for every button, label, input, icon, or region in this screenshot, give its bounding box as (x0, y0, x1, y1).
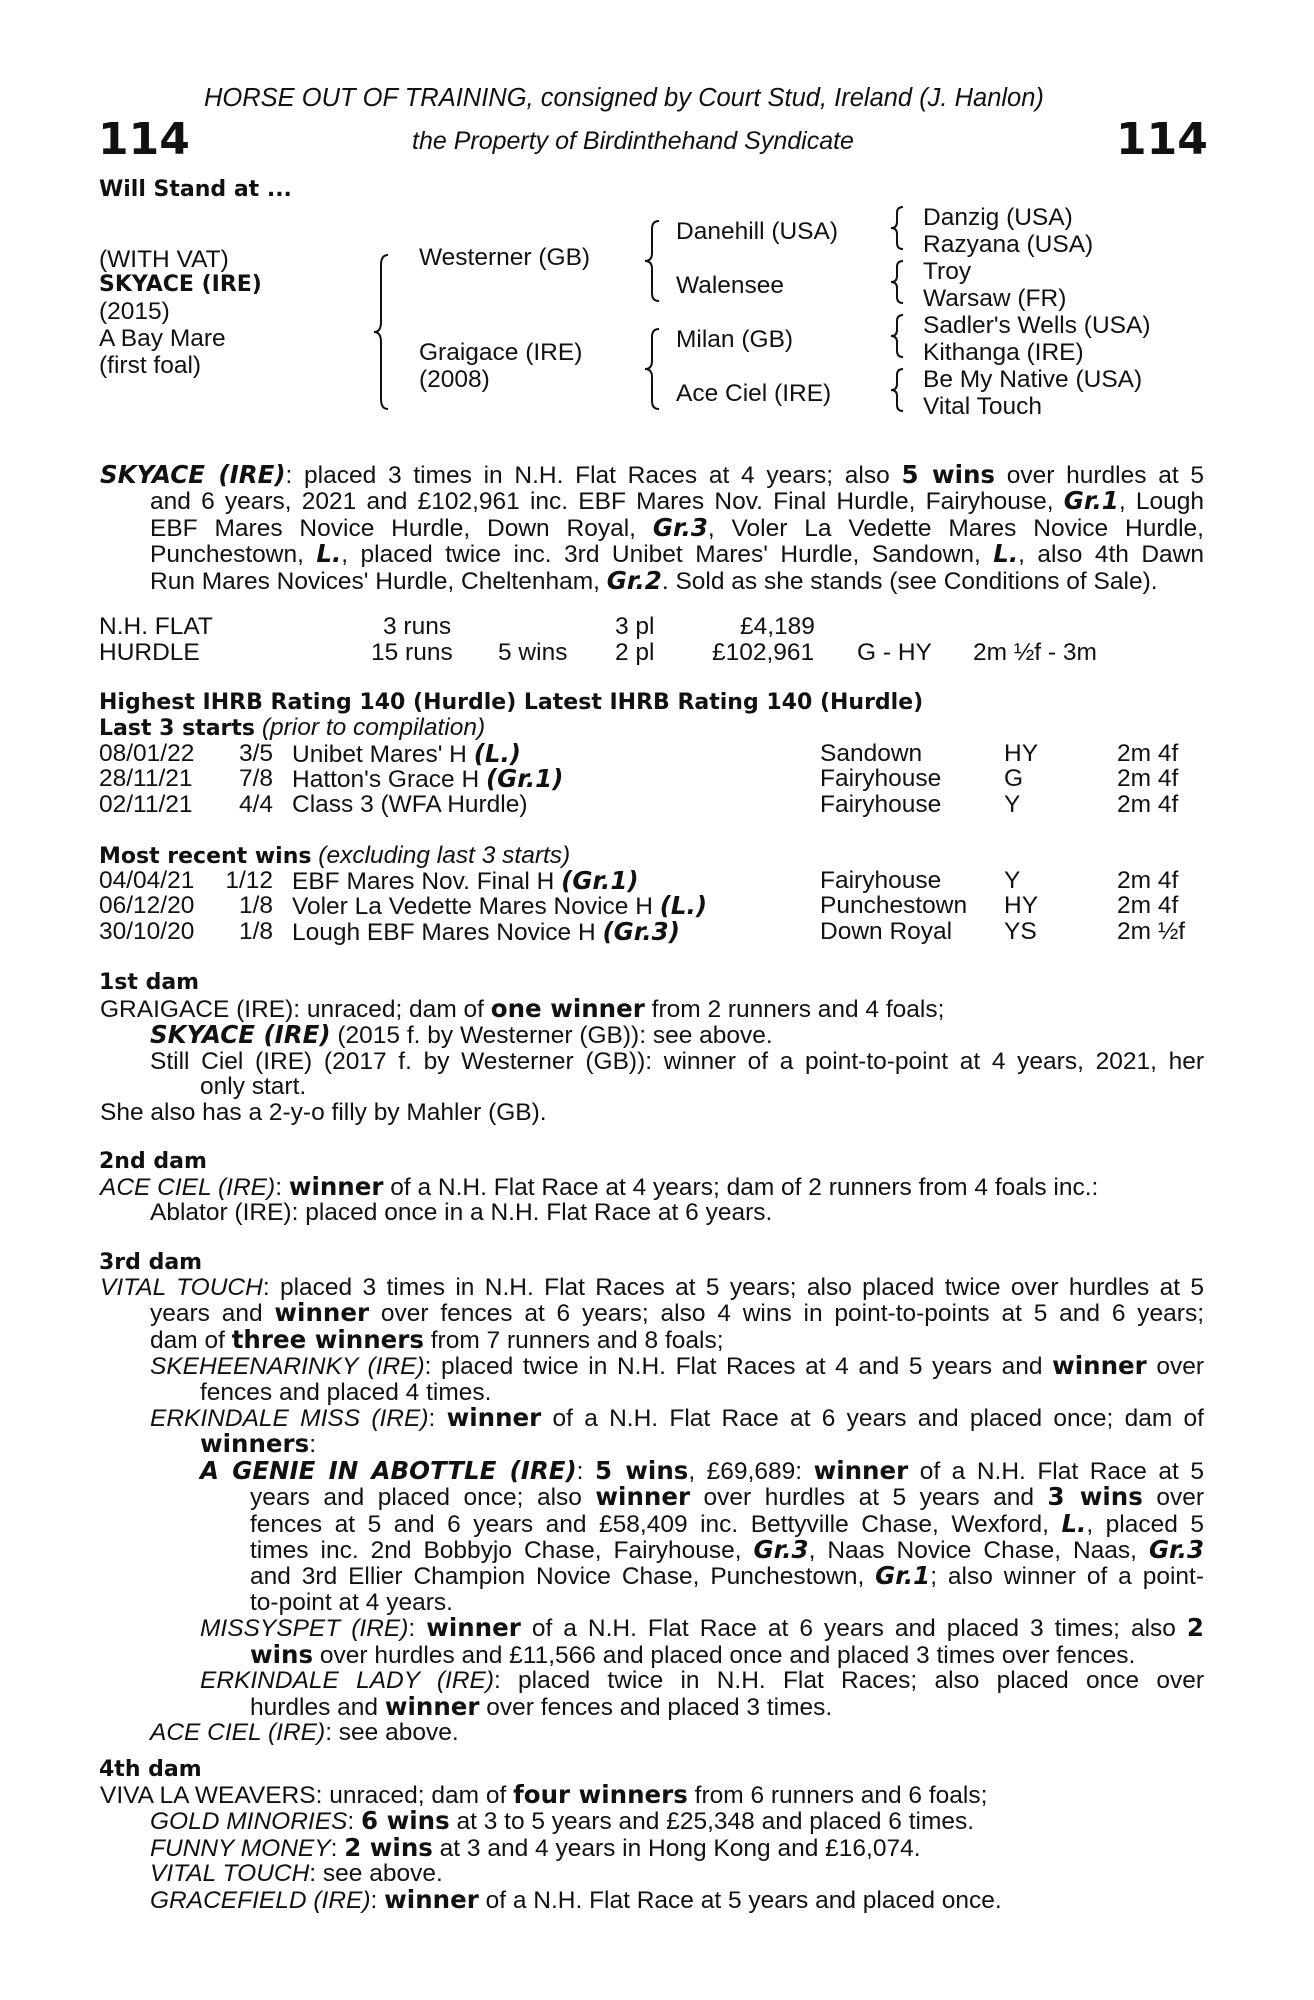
dam3-line (150, 1300, 1204, 1326)
text-segment: FUNNY MONEY (150, 1834, 331, 1862)
text-segment: of a N.H. Flat Race at 5 years and placed once. (478, 1886, 1002, 1914)
dam3-line (200, 1615, 1204, 1641)
text-segment: of a N.H. Flat Race at 6 years and placed once; dam of (541, 1405, 1204, 1433)
lot-title: HORSE OUT OF TRAINING, consigned by Court Stud, Ireland (J. Hanlon) (204, 84, 1044, 112)
pedigree-sire-dam: Walensee (676, 272, 785, 299)
pedigree-gg-1: Danzig (USA) (923, 204, 1073, 231)
pedigree-sire: Westerner (GB) (419, 244, 591, 271)
text-segment: 2 (1186, 1613, 1204, 1643)
text-segment: , Naas Novice Chase, Naas, (808, 1537, 1149, 1565)
text-segment: Still Ciel (IRE) (2017 f. by Westerner (GB)): winner of a point-to-point at 4 years, 2021, her (150, 1047, 1204, 1075)
dam2-line (100, 1174, 1204, 1200)
recent-row-course: Down Royal (820, 917, 953, 945)
last3-note: (prior to compilation) (261, 714, 486, 741)
pedigree-brace-gg4 (889, 367, 907, 413)
recent-row-pos: 1/8 (238, 892, 273, 920)
text-segment: , placed twice inc. 3rd Unibet Mares' Hurdle, Sandown, (341, 541, 994, 569)
text-segment: SKYACE (IRE) (100, 460, 286, 489)
last3-row-going: HY (1004, 740, 1039, 767)
text-segment: 6 wins (361, 1806, 450, 1836)
recent-row-date: 30/10/20 (99, 917, 195, 945)
stats-type: HURDLE (99, 639, 200, 666)
pedigree-brace-gg1 (889, 205, 907, 251)
pedigree-dam: Graigace (IRE) (419, 339, 583, 366)
text-segment: years and placed once; also (250, 1484, 596, 1512)
text-segment: : placed 3 times in N.H. Flat Races at 5 years; also placed twice over hurdles at 5 (262, 1274, 1204, 1301)
last3-row-race-name: Hatton's Grace H (292, 766, 480, 794)
dam3-line (150, 1324, 1204, 1354)
dam3-line (250, 1537, 1204, 1563)
dam4-line (150, 1861, 1204, 1886)
text-segment: Gr.1 (875, 1561, 931, 1591)
dam3-line (200, 1380, 1204, 1405)
last3-row-race-name: Class 3 (WFA Hurdle) (292, 790, 528, 818)
text-segment: 3 wins (1047, 1482, 1143, 1512)
text-segment: years and (150, 1300, 275, 1328)
text-segment: over hurdles and £11,566 and placed once and placed 3 times over fences. (313, 1641, 1136, 1669)
pedigree-brace-gg3 (889, 313, 907, 359)
recent-row-dist: 2m 4f (1117, 867, 1179, 894)
text-segment: : (309, 1431, 317, 1459)
text-segment: winner (384, 1884, 479, 1914)
vat-note: (WITH VAT) (99, 246, 229, 273)
recent-row-race-name: EBF Mares Nov. Final H (292, 868, 555, 895)
text-segment: Gr.1 (1063, 486, 1119, 516)
recent-row-race-grade: (Gr.3) (602, 916, 680, 946)
text-segment: of a N.H. Flat Race at 4 years; dam of 2 runners from 4 foals inc.: (383, 1174, 1099, 1201)
dam3-line (200, 1431, 1204, 1457)
text-segment: fences and placed 4 times. (200, 1378, 492, 1406)
summary-line (150, 488, 1204, 514)
dam4-line (100, 1782, 1204, 1808)
will-stand-heading: Will Stand at ... (99, 177, 292, 202)
stats-earnings: £102,961 (712, 639, 815, 666)
dam3-text (100, 1275, 1204, 1745)
text-segment: SKEHEENARINKY (IRE) (150, 1353, 425, 1381)
last3-row-dist: 2m 4f (1117, 740, 1179, 767)
text-segment: L. (316, 539, 342, 569)
text-segment: Gr.3 (652, 512, 708, 542)
lot-number-right: 114 (1116, 114, 1208, 165)
dam1-text (100, 996, 1204, 1125)
dam2-text (100, 1174, 1204, 1226)
dam1-line (100, 996, 1204, 1022)
text-segment: VITAL TOUCH (150, 1860, 310, 1888)
text-segment: over fences and placed 3 times. (479, 1693, 833, 1721)
text-segment: hurdles and (250, 1693, 385, 1721)
text-segment: GRAIGACE (IRE): unraced; dam of (100, 996, 491, 1023)
pedigree-sire-sire: Danehill (USA) (676, 218, 839, 245)
dam4-line (150, 1884, 1204, 1914)
recent-row-pos: 1/12 (225, 867, 273, 894)
stats-runs: 3 runs (383, 613, 452, 640)
text-segment: : (370, 1886, 385, 1914)
text-segment: only start. (200, 1073, 307, 1101)
text-segment: GOLD MINORIES (150, 1808, 348, 1836)
summary-line (100, 462, 1204, 488)
dam3-line (200, 1455, 1204, 1485)
text-segment: , placed 5 (1086, 1510, 1204, 1538)
text-segment: wins (250, 1639, 314, 1669)
last3-row-race-grade: (Gr.1) (485, 764, 564, 794)
pedigree-gg-3: Troy (923, 258, 972, 285)
text-segment: Gr.3 (1148, 1535, 1204, 1565)
dam3-line (250, 1691, 1204, 1721)
text-segment: four winners (513, 1780, 688, 1809)
text-segment: of a N.H. Flat Race at 6 years and placed 3 times; also (520, 1615, 1187, 1643)
text-segment: , Voler La Vedette Mares Novice Hurdle, (707, 514, 1204, 542)
last3-heading-line (99, 715, 485, 741)
pedigree-dam-sire: Milan (GB) (676, 326, 794, 353)
pedigree-brace-dam (643, 327, 663, 412)
text-segment: : see above. (309, 1860, 443, 1888)
recent-row-race-name: Lough EBF Mares Novice H (292, 918, 596, 946)
text-segment: over hurdles at 5 (995, 462, 1205, 489)
text-segment: ; also winner of a point- (930, 1563, 1204, 1591)
text-segment: : placed 3 times in N.H. Flat Races at 4 years; also (285, 462, 902, 489)
stats-placed: 2 pl (615, 639, 655, 666)
text-segment: VIVA LA WEAVERS: unraced; dam of (100, 1782, 514, 1809)
recent-row-date: 04/04/21 (99, 867, 195, 894)
text-segment: (2015 f. by Westerner (GB)): see above. (330, 1022, 773, 1050)
dam3-line (150, 1405, 1204, 1431)
text-segment: GRACEFIELD (IRE) (150, 1886, 371, 1914)
summary-line (150, 512, 1204, 542)
text-segment: Gr.3 (753, 1535, 809, 1565)
text-segment: winner (1052, 1351, 1147, 1381)
last3-heading: Last 3 starts (99, 716, 256, 741)
last3-row-date: 28/11/21 (99, 765, 193, 793)
text-segment: , Lough (1118, 488, 1204, 516)
text-segment: , £69,689: (688, 1457, 814, 1485)
text-segment: of a N.H. Flat Race at 5 (908, 1457, 1204, 1485)
dam4-line (150, 1808, 1204, 1834)
recent-row-race-grade: (L.) (659, 891, 708, 921)
recent-row-pos: 1/8 (238, 917, 273, 945)
text-segment: VITAL TOUCH (100, 1274, 263, 1301)
text-segment: three winners (231, 1324, 424, 1354)
stats-earnings: £4,189 (740, 613, 815, 640)
recent-row-going: HY (1004, 892, 1039, 920)
pedigree-brace-sire (643, 219, 663, 304)
text-segment: winner (288, 1172, 384, 1201)
dam3-heading: 3rd dam (99, 1250, 203, 1275)
recent-row-date: 06/12/20 (99, 892, 195, 920)
dam3-line (250, 1508, 1204, 1538)
pedigree-gg-7: Be My Native (USA) (923, 366, 1143, 393)
pedigree-gg-4: Warsaw (FR) (923, 285, 1067, 312)
stats-going: G - HY (857, 639, 932, 666)
dam2-line (150, 1200, 1204, 1225)
pedigree-gg-2: Razyana (USA) (923, 231, 1094, 258)
text-segment: from 7 runners and 8 foals; (423, 1326, 724, 1354)
stats-distance: 2m ½f - 3m (973, 639, 1097, 666)
stats-type: N.H. FLAT (99, 613, 213, 640)
stats-placed: 3 pl (615, 613, 655, 640)
text-segment: : (408, 1615, 427, 1643)
ihrb-rating: Highest IHRB Rating 140 (Hurdle) Latest IHRB Rating 140 (Hurdle) (99, 690, 924, 715)
text-segment: EBF Mares Novice Hurdle, Down Royal, (150, 514, 653, 542)
dam3-line (250, 1563, 1204, 1589)
text-segment: winner (384, 1691, 480, 1721)
last3-row-course: Fairyhouse (820, 765, 942, 793)
text-segment: : placed twice in N.H. Flat Races; also placed once over (494, 1667, 1204, 1695)
dam3-line (100, 1275, 1204, 1300)
recent-row-race-name: Voler La Vedette Mares Novice H (292, 893, 653, 921)
last3-row-pos: 3/5 (238, 740, 273, 767)
text-segment: She also has a 2-y-o filly by Mahler (GB). (100, 1098, 547, 1126)
text-segment: ACE CIEL (IRE) (150, 1718, 326, 1746)
text-segment: ERKINDALE MISS (IRE) (150, 1405, 429, 1433)
text-segment: : (275, 1174, 289, 1201)
text-segment: L. (1061, 1508, 1087, 1538)
text-segment: at 3 and 4 years in Hong Kong and £16,074. (432, 1834, 921, 1862)
text-segment: Ablator (IRE): placed once in a N.H. Flat Race at 6 years. (150, 1199, 773, 1227)
lot-subtitle: the Property of Birdinthehand Syndicate (412, 127, 854, 155)
dam3-line (250, 1484, 1204, 1510)
horse-description: A Bay Mare (99, 325, 226, 352)
dam3-line (150, 1353, 1204, 1379)
text-segment: winner (595, 1482, 691, 1512)
recent-row-race (292, 868, 639, 894)
lot-number-left: 114 (98, 114, 190, 165)
text-segment: 5 wins (901, 460, 996, 489)
horse-year: (2015) (99, 298, 170, 325)
text-segment: over (1146, 1353, 1205, 1381)
last3-row-pos: 7/8 (238, 765, 273, 793)
text-segment: over (1142, 1484, 1204, 1512)
text-segment: winner (274, 1298, 370, 1328)
text-segment: : (347, 1808, 362, 1836)
text-segment: SKYACE (IRE) (150, 1020, 331, 1050)
last3-row-dist: 2m 4f (1117, 790, 1179, 818)
text-segment: : (330, 1834, 345, 1862)
text-segment: and 3rd Ellier Champion Novice Chase, Punchestown, (250, 1563, 876, 1591)
text-segment: winner (446, 1403, 542, 1433)
text-segment: . Sold as she stands (see Conditions of Sale). (661, 567, 1158, 595)
dam1-heading: 1st dam (99, 970, 200, 995)
dam1-line (150, 1049, 1204, 1074)
dam4-heading: 4th dam (99, 1757, 202, 1782)
text-segment: fences at 5 and 6 years and £58,409 inc. Bettyville Chase, Wexford, (250, 1510, 1062, 1538)
text-segment: over hurdles at 5 years and (690, 1484, 1048, 1512)
recent-row-course: Punchestown (820, 892, 968, 920)
text-segment: : placed twice in N.H. Flat Races at 4 and 5 years and (424, 1353, 1053, 1381)
text-segment: Run Mares Novices' Hurdle, Cheltenham, (150, 567, 607, 595)
summary-line (150, 541, 1204, 567)
text-segment: to-point at 4 years. (250, 1588, 453, 1616)
pedigree-gg-8: Vital Touch (923, 393, 1042, 420)
text-segment: MISSYSPET (IRE) (200, 1615, 409, 1643)
horse-note: (first foal) (99, 352, 202, 379)
recent-heading-line (99, 843, 570, 869)
dam2-heading: 2nd dam (99, 1149, 207, 1174)
text-segment: over fences at 6 years; also 4 wins in point-to-points at 5 and 6 years; (369, 1300, 1204, 1328)
text-segment: ERKINDALE LADY (IRE) (200, 1667, 495, 1695)
last3-row-dist: 2m 4f (1117, 765, 1179, 793)
dam3-line (150, 1720, 1204, 1745)
recent-row-dist: 2m ½f (1117, 917, 1186, 945)
pedigree-gg-6: Kithanga (IRE) (923, 339, 1084, 366)
recent-row-dist: 2m 4f (1117, 892, 1179, 920)
text-segment: winner (426, 1613, 521, 1643)
dam3-line (250, 1590, 1204, 1615)
text-segment: from 2 runners and 4 foals; (644, 996, 945, 1023)
horse-name: SKYACE (IRE) (99, 272, 262, 297)
text-segment: Punchestown, (150, 541, 317, 569)
text-segment: times inc. 2nd Bobbyjo Chase, Fairyhouse, (250, 1537, 754, 1565)
text-segment: , also 4th Dawn (1018, 541, 1204, 569)
last3-row-race (292, 792, 528, 817)
dam1-line (200, 1074, 1204, 1099)
pedigree-brace-gg2 (889, 259, 907, 305)
stats-runs: 15 runs (371, 639, 453, 666)
recent-row-going: Y (1004, 867, 1021, 894)
text-segment: at 3 to 5 years and £25,348 and placed 6 times. (449, 1808, 975, 1836)
pedigree-dam-dam: Ace Ciel (IRE) (676, 380, 832, 407)
dam3-line (250, 1639, 1204, 1669)
text-segment: : see above. (325, 1718, 459, 1746)
last3-row-race-grade: (L.) (473, 739, 522, 768)
last3-row-race-name: Unibet Mares' H (292, 741, 467, 768)
text-segment: 5 wins (595, 1455, 689, 1485)
stats-wins: 5 wins (498, 639, 568, 666)
text-segment: dam of (150, 1326, 232, 1354)
last3-row-course: Fairyhouse (820, 790, 942, 818)
pedigree-dam-year: (2008) (419, 366, 490, 393)
recent-row-race-grade: (Gr.1) (561, 866, 639, 895)
dam3-line (200, 1668, 1204, 1693)
pedigree-brace-main (372, 253, 392, 411)
dam1-line (100, 1100, 1204, 1125)
text-segment: : (576, 1457, 595, 1485)
dam4-text (100, 1782, 1204, 1913)
last3-row-going: Y (1004, 790, 1021, 818)
text-segment: winners (200, 1429, 310, 1459)
last3-row-date: 08/01/22 (99, 740, 195, 767)
text-segment: and 6 years, 2021 and £102,961 inc. EBF Mares Nov. Final Hurdle, Fairyhouse, (150, 488, 1064, 516)
text-segment: Gr.2 (606, 565, 662, 595)
dam1-line (150, 1022, 1204, 1048)
race-summary (100, 462, 1204, 594)
recent-row-race (292, 916, 680, 946)
last3-row-going: G (1004, 765, 1024, 793)
last3-row-race (292, 766, 563, 792)
last3-row-pos: 4/4 (238, 790, 273, 818)
recent-row-course: Fairyhouse (820, 867, 942, 894)
text-segment: 2 wins (344, 1832, 433, 1862)
last3-row-date: 02/11/21 (99, 790, 193, 818)
text-segment: : (428, 1405, 447, 1433)
text-segment: L. (993, 539, 1019, 569)
recent-heading: Most recent wins (99, 844, 312, 869)
dam4-line (150, 1832, 1204, 1862)
text-segment: from 6 runners and 6 foals; (687, 1782, 988, 1809)
recent-note: (excluding last 3 starts) (318, 842, 571, 869)
pedigree-gg-5: Sadler's Wells (USA) (923, 312, 1151, 339)
text-segment: winner (813, 1455, 909, 1485)
last3-row-course: Sandown (820, 740, 923, 767)
text-segment: A GENIE IN ABOTTLE (IRE) (200, 1455, 577, 1485)
recent-row-going: YS (1004, 917, 1037, 945)
text-segment: one winner (490, 994, 645, 1023)
summary-line (150, 565, 1204, 595)
text-segment: ACE CIEL (IRE) (100, 1174, 276, 1201)
